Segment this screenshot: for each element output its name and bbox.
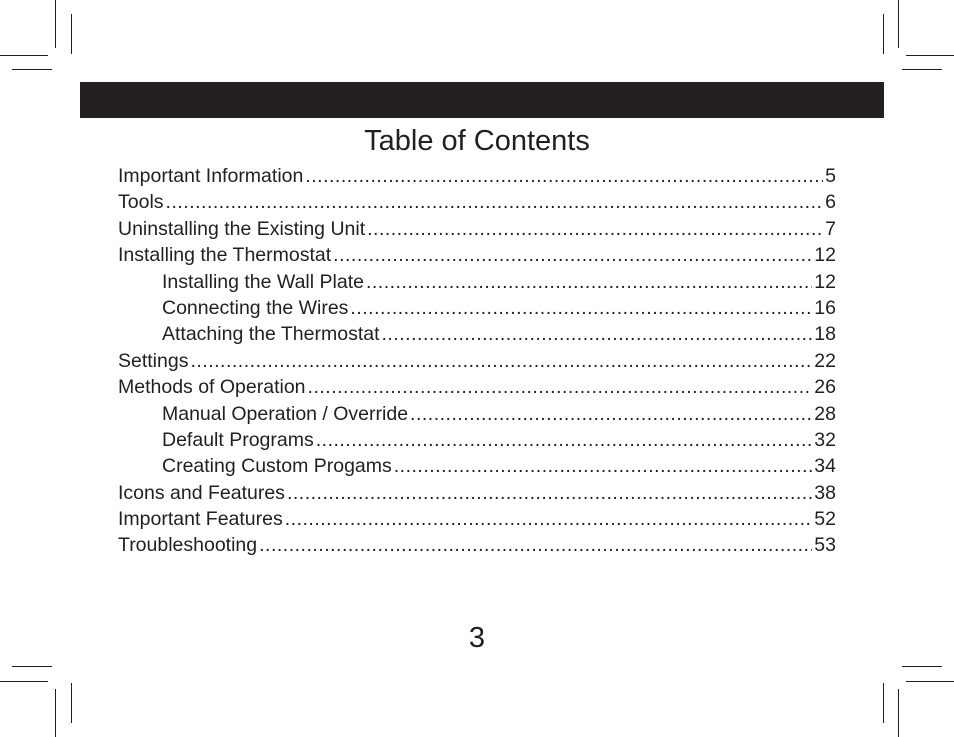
toc-entry-label: Connecting the Wires — [162, 296, 349, 319]
toc-entry[interactable] — [118, 348, 836, 374]
toc-entry[interactable] — [118, 242, 836, 268]
crop-mark-top-left-inner — [12, 69, 52, 70]
page-title: Table of Contents — [364, 125, 590, 157]
toc-entry-page: 12 — [814, 270, 836, 293]
crop-mark-bottom-right-vertical-b — [883, 683, 884, 723]
crop-mark-bottom-right-vertical-a — [898, 689, 899, 737]
toc-entry[interactable] — [118, 374, 836, 400]
toc-entry-page: 32 — [814, 428, 836, 451]
crop-mark-top-right-outer — [906, 55, 954, 56]
crop-mark-bottom-right-outer — [906, 681, 954, 682]
toc-entry[interactable] — [118, 295, 836, 321]
crop-mark-bottom-left-vertical-a — [55, 689, 56, 737]
toc-entry-label: Uninstalling the Existing Unit — [118, 217, 366, 240]
toc-entry-label: Methods of Operation — [118, 376, 306, 399]
toc-entry[interactable] — [118, 216, 836, 242]
toc-entry[interactable] — [118, 532, 836, 558]
toc-dot-leader — [316, 427, 813, 453]
crop-mark-top-right-inner — [902, 69, 942, 70]
crop-mark-bottom-left-vertical-b — [71, 683, 72, 723]
toc-dot-leader — [382, 321, 813, 347]
toc-entry[interactable] — [118, 189, 836, 215]
toc-dot-leader — [287, 480, 812, 506]
toc-entry-page: 38 — [814, 481, 836, 504]
toc-entry-page: 22 — [814, 349, 836, 372]
toc-dot-leader — [259, 532, 812, 558]
toc-list — [118, 163, 836, 559]
toc-entry[interactable] — [118, 269, 836, 295]
crop-mark-bottom-left-inner — [12, 666, 52, 667]
toc-dot-leader — [350, 295, 812, 321]
crop-mark-top-left-vertical-a — [55, 0, 56, 48]
toc-entry[interactable] — [118, 163, 836, 189]
toc-entry-page: 7 — [825, 217, 836, 240]
toc-dot-leader — [333, 242, 812, 268]
toc-entry-label: Installing the Wall Plate — [162, 270, 364, 293]
toc-dot-leader — [308, 374, 813, 400]
toc-dot-leader — [410, 401, 812, 427]
toc-dot-leader — [305, 163, 823, 189]
toc-entry-page: 6 — [825, 191, 836, 214]
toc-dot-leader — [166, 189, 824, 215]
header-bar — [80, 82, 884, 118]
toc-entry-label: Default Programs — [162, 428, 314, 451]
toc-entry[interactable] — [118, 480, 836, 506]
toc-entry-label: Important Features — [118, 508, 283, 531]
toc-entry-page: 12 — [814, 244, 836, 267]
toc-entry-page: 28 — [814, 402, 836, 425]
page-number: 3 — [468, 622, 486, 654]
toc-entry-page: 16 — [814, 296, 836, 319]
toc-entry-label: Important Information — [118, 165, 304, 187]
toc-entry[interactable] — [118, 427, 836, 453]
crop-mark-bottom-left-outer — [0, 681, 48, 682]
toc-entry-label: Creating Custom Progams — [162, 455, 392, 478]
toc-dot-leader — [367, 216, 823, 242]
crop-mark-bottom-right-inner — [902, 666, 942, 667]
toc-entry-page: 26 — [814, 376, 836, 399]
toc-entry-page: 18 — [814, 323, 836, 346]
toc-entry[interactable] — [118, 321, 836, 347]
toc-entry-label: Installing the Thermostat — [118, 244, 332, 267]
toc-entry[interactable] — [118, 453, 836, 479]
toc-entry-label: Attaching the Thermostat — [162, 323, 380, 346]
toc-dot-leader — [366, 269, 812, 295]
crop-mark-top-right-vertical-a — [898, 0, 899, 48]
crop-mark-top-right-vertical-b — [883, 14, 884, 54]
toc-entry-page: 5 — [825, 165, 836, 187]
toc-entry-page: 53 — [814, 534, 836, 557]
toc-entry-page: 52 — [814, 508, 836, 531]
crop-mark-top-left-outer — [0, 55, 48, 56]
toc-entry-label: Manual Operation / Override — [162, 402, 409, 425]
toc-entry-label: Icons and Features — [118, 481, 285, 504]
toc-entry-label: Tools — [118, 191, 164, 214]
toc-entry-label: Troubleshooting — [118, 534, 258, 557]
toc-dot-leader — [394, 453, 813, 479]
toc-dot-leader — [190, 348, 812, 374]
crop-mark-top-left-vertical-b — [71, 14, 72, 54]
toc-entry[interactable] — [118, 506, 836, 532]
toc-entry[interactable] — [118, 401, 836, 427]
toc-entry-page: 34 — [814, 455, 836, 478]
toc-entry-label: Settings — [118, 349, 189, 372]
toc-dot-leader — [285, 506, 813, 532]
